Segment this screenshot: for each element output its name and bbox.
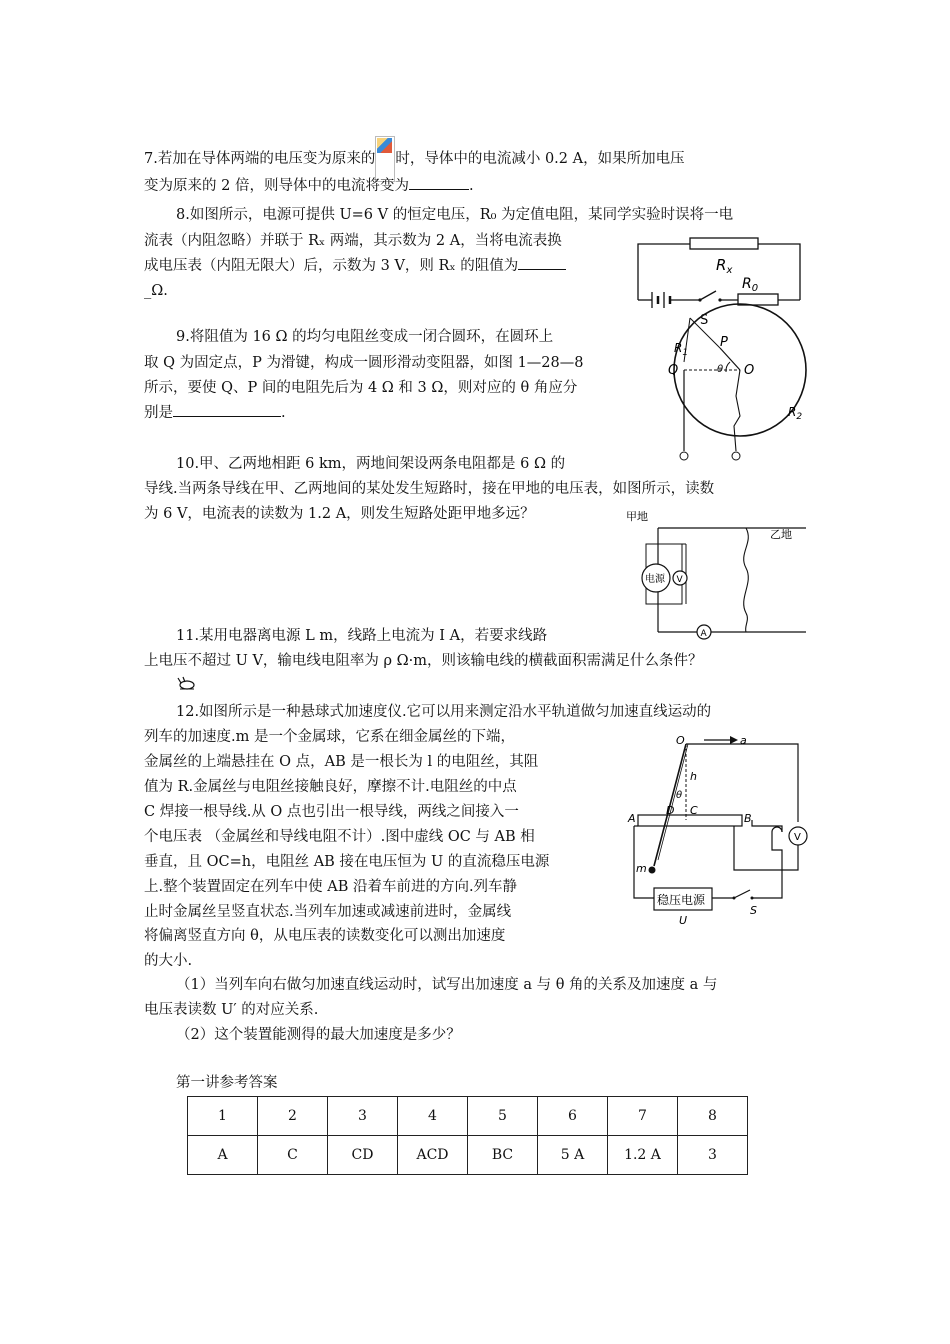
- svg-text:P: P: [720, 335, 728, 350]
- rabbit-icon: [177, 677, 197, 691]
- answer-table: [187, 1096, 748, 1175]
- svg-text:a: a: [740, 734, 747, 747]
- question-12-line-7: 垂直，且 OC=h，电阻丝 AB 接在电压恒为 U 的直流稳压电源: [144, 854, 550, 870]
- table-cell: 3: [678, 1136, 748, 1175]
- switch-icon: [734, 890, 750, 898]
- figure-q10-circuit: [626, 510, 806, 639]
- question-12-line-5: C 焊接一根导线.从 O 点也引出一根导线，两线之间接入一: [144, 804, 519, 820]
- question-10-line-3: 为 6 V，电流表的读数为 1.2 A，则发生短路处距甲地多远？: [144, 506, 535, 522]
- question-12-sub-1-line-1: （1）当列车向右做匀加速直线运动时，试写出加速度 a 与 θ 角的关系及加速度 a 与: [176, 977, 718, 993]
- table-header-cell: 3: [328, 1097, 398, 1136]
- svg-text:甲地: 甲地: [626, 510, 648, 523]
- question-9-line-4: 别是 .: [144, 399, 808, 429]
- figure-q9-ring-rheostat: [660, 326, 820, 466]
- question-9-line-3: 所示，要使 Q、P 间的电阻先后为 4 Ω 和 3 Ω，则对应的 θ 角应分: [144, 380, 578, 396]
- question-8-line-3: 成电压表（内阻无限大）后，示数为 3 V，则 Rₓ 的阻值为: [144, 252, 808, 282]
- question-12-line-4: 值为 R.金属丝与电阻丝接触良好，摩擦不计.电阻丝的中点: [144, 779, 517, 795]
- question-12-line-9: 止时金属丝呈竖直状态.当列车加速或减速前进时，金属线: [144, 904, 512, 920]
- question-8-line-2: 流表（内阻忽略）并联于 Rₓ 两端，其示数为 2 A，当将电流表换: [144, 233, 562, 249]
- table-header-cell: 5: [468, 1097, 538, 1136]
- metal-ball: [649, 867, 656, 874]
- question-12-line-10: 将偏离竖直方向 θ，从电压表的读数变化可以测出加速度: [144, 928, 506, 944]
- table-header-cell: 8: [678, 1097, 748, 1136]
- table-header-cell: 4: [398, 1097, 468, 1136]
- rx-label: $R_x$: [716, 256, 733, 276]
- answer-blank: [518, 255, 566, 270]
- table-header-cell: 2: [258, 1097, 328, 1136]
- svg-text:A: A: [628, 812, 636, 825]
- svg-text:B: B: [744, 812, 752, 825]
- short-circuit-wire: [744, 528, 749, 632]
- svg-text:R2: $R_2$: [788, 405, 803, 422]
- question-12-line-6: 个电压表 （金属丝和导线电阻不计）.图中虚线 OC 与 AB 相: [144, 829, 535, 845]
- question-12-line-2: 列车的加速度.m 是一个金属球，它系在细金属丝的下端，: [144, 729, 515, 745]
- figure-q12-accelerometer: [614, 734, 824, 927]
- answer-blank: [409, 175, 469, 190]
- question-12-line-3: 金属丝的上端悬挂在 O 点，AB 是一根长为 l 的电阻丝，其阻: [144, 754, 539, 770]
- svg-text:C: C: [690, 804, 698, 817]
- svg-text:V: V: [794, 832, 801, 843]
- svg-text:U: U: [679, 914, 688, 927]
- svg-text:m: m: [636, 862, 647, 875]
- question-12-line-11: 的大小.: [144, 953, 193, 969]
- svg-text:Q: Q: [668, 363, 679, 378]
- table-row: [188, 1136, 748, 1175]
- switch-label: S: [700, 313, 709, 328]
- table-header-cell: 1: [188, 1097, 258, 1136]
- question-12-sub-2: （2）这个装置能测得的最大加速度是多少？: [176, 1027, 461, 1043]
- table-header-cell: 7: [608, 1097, 678, 1136]
- svg-text:θ: θ: [676, 790, 683, 801]
- question-11-line-1: 11.某用电器离电源 L m，线路上电流为 I A，若要求线路: [176, 628, 548, 644]
- svg-text:O: O: [744, 363, 755, 378]
- table-cell: 5 A: [538, 1136, 608, 1175]
- answer-blank: [173, 402, 281, 417]
- table-header-cell: 6: [538, 1097, 608, 1136]
- svg-text:D: D: [666, 804, 675, 817]
- svg-text:S: S: [750, 904, 757, 917]
- svg-text:稳压电源: 稳压电源: [657, 893, 706, 907]
- svg-text:电源: 电源: [645, 574, 665, 585]
- question-12-sub-1-line-2: 电压表读数 U′ 的对应关系.: [144, 1002, 319, 1018]
- question-12-line-1: 12.如图所示是一种悬球式加速度仪.它可以用来测定沿水平轨道做匀加速直线运动的: [176, 704, 712, 720]
- table-cell: CD: [328, 1136, 398, 1175]
- answers-caption: 第一讲参考答案: [176, 1075, 278, 1091]
- table-cell: ACD: [398, 1136, 468, 1175]
- svg-text:A: A: [700, 629, 707, 639]
- svg-text:h: h: [690, 770, 697, 783]
- question-11-line-2: 上电压不超过 U V，输电线电阻率为 ρ Ω·m，则该输电线的横截面积需满足什么条件？: [144, 653, 703, 669]
- question-8-line-4: _Ω.: [144, 283, 168, 299]
- svg-text:V: V: [676, 575, 683, 585]
- question-9-line-2: 取 Q 为固定点，P 为滑键，构成一圆形滑动变阻器，如图 1—28—8: [144, 355, 584, 371]
- table-cell: C: [258, 1136, 328, 1175]
- question-7-line-2: 变为原来的 2 倍，则导体中的电流将变为 .: [144, 172, 808, 202]
- svg-text:θ: θ: [717, 364, 724, 375]
- table-cell: BC: [468, 1136, 538, 1175]
- switch-icon: [700, 291, 716, 300]
- svg-text:R1: $R_1$: [674, 341, 689, 358]
- table-cell: A: [188, 1136, 258, 1175]
- r0-label: $R_0$: [742, 276, 759, 294]
- svg-text:O: O: [676, 734, 685, 747]
- question-7-line-1: 7.若加在导体两端的电压变为原来的 时，导体中的电流减小 0.2 A，如果所加电压: [144, 136, 808, 182]
- question-10-line-1: 10.甲、乙两地相距 6 km，两地间架设两条电阻都是 6 Ω 的: [176, 456, 566, 472]
- table-row: [188, 1097, 748, 1136]
- question-12-line-8: 上.整个装置固定在列车中使 AB 沿着车前进的方向.列车静: [144, 879, 518, 895]
- question-9-line-1: 9.将阻值为 16 Ω 的均匀电阻丝变成一闭合圆环，在圆环上: [176, 329, 554, 345]
- question-10-line-2: 导线.当两条导线在甲、乙两地间的某处发生短路时，接在甲地的电压表，如图所示，读数: [144, 481, 715, 497]
- figure-q8-circuit: [630, 236, 810, 326]
- question-8-line-1: 8.如图所示，电源可提供 U=6 V 的恒定电压，R₀ 为定值电阻，某同学实验时误将一电: [176, 207, 734, 223]
- svg-text:乙地: 乙地: [770, 528, 792, 541]
- table-cell: 1.2 A: [608, 1136, 678, 1175]
- resistor-rx: [690, 238, 758, 249]
